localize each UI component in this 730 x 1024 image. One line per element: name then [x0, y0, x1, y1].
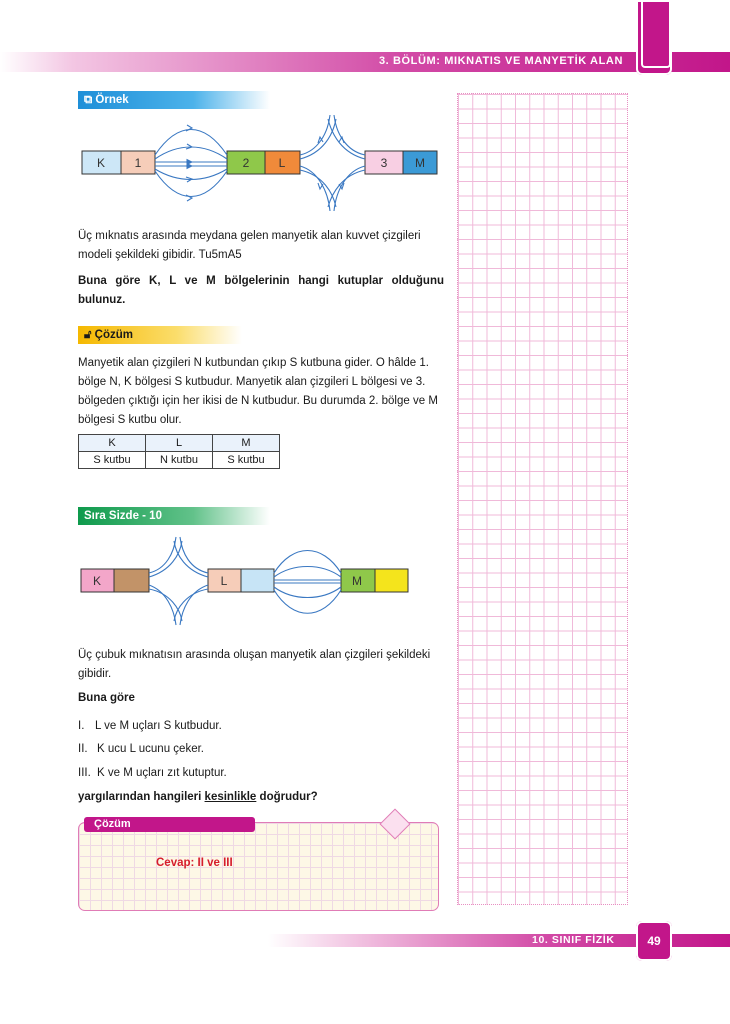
answer-text: Cevap: II ve III [156, 857, 233, 869]
unlock-icon: 🔓︎ [84, 329, 92, 341]
exercise-magnet-figure [78, 535, 413, 627]
table-cell: S kutbu [213, 452, 280, 469]
statement-num: III. [78, 767, 91, 779]
statement-text: K ucu L ucunu çeker. [97, 743, 204, 755]
statement-3 [78, 764, 227, 783]
note-grid [457, 93, 628, 905]
statement-2 [78, 740, 204, 759]
example-question: Buna göre K, L ve M bölgelerinin hangi kutuplar olduğunu bulunuz. [78, 275, 444, 306]
ex-field-lines-k-l [149, 537, 208, 625]
table-row [79, 452, 280, 469]
closing-pre: yargılarından hangileri [78, 791, 205, 803]
solution-banner-label: Çözüm [94, 329, 133, 341]
ex-label-k: K [92, 574, 102, 588]
answer-tab: Çözüm [84, 817, 255, 832]
answer-box [78, 822, 439, 911]
page-number: 49 [636, 921, 672, 961]
exercise-lead: Buna göre [78, 692, 135, 704]
ex-field-lines-l-m [274, 551, 341, 614]
field-lines-1-2 [155, 125, 227, 201]
label-k: K [96, 156, 106, 170]
statement-text: K ve M uçları zıt kutuptur. [97, 767, 227, 779]
table-cell: N kutbu [146, 452, 213, 469]
exercise-banner: Sıra Sizde - 10 [78, 507, 270, 525]
exercise-closing [78, 788, 318, 807]
table-header-cell: L [146, 435, 213, 452]
external-link-icon: ⧉ [84, 94, 93, 106]
chapter-title: 3. BÖLÜM: MIKNATIS VE MANYETİK ALAN [378, 55, 623, 67]
header-tab-frame [641, 0, 671, 68]
statement-num: I. [78, 720, 85, 732]
statement-num: II. [78, 743, 88, 755]
footer-title: 10. SINIF FİZİK [532, 934, 615, 946]
label-m: M [415, 156, 425, 170]
example-magnet-figure [78, 113, 443, 213]
ex-magnet-l-body [241, 569, 274, 592]
table-header-cell: K [79, 435, 146, 452]
label-2: 2 [242, 156, 250, 170]
ex-label-m: M [352, 574, 362, 588]
solution-banner [78, 326, 242, 344]
closing-post: doğrudur? [256, 791, 318, 803]
field-lines-l-3 [300, 115, 365, 211]
solution-text: Manyetik alan çizgileri N kutbundan çıkıp S kutbuna gider. O hâlde 1. bölge N, K bölgesi S kutbudur. Manyetik alan çizgileri L bölgesi ve 3. bölgeden çıktığı için her ikisi de N kutbudur. Bu durumda 2. bölge ve M bölgesi S kutbu olur. [78, 357, 438, 426]
closing-underlined: kesinlikle [204, 791, 257, 803]
example-banner-label: Örnek [95, 94, 129, 106]
example-banner [78, 91, 270, 109]
ex-magnet-m-body [375, 569, 408, 592]
ex-label-l: L [220, 574, 228, 588]
statement-text: L ve M uçları S kutbudur. [95, 720, 222, 732]
pole-result-table [78, 434, 280, 469]
example-description: Üç mıknatıs arasında meydana gelen manyetik alan kuvvet çizgileri modeli şekildeki gibidir. Tu5mA5 [78, 230, 421, 261]
statement-1 [78, 717, 222, 736]
label-l: L [278, 156, 286, 170]
table-header-row [79, 435, 280, 452]
table-cell: S kutbu [79, 452, 146, 469]
label-3: 3 [380, 156, 388, 170]
table-header-cell: M [213, 435, 280, 452]
label-1: 1 [134, 156, 142, 170]
exercise-description: Üç çubuk mıknatısın arasında oluşan manyetik alan çizgileri şekildeki gibidir. [78, 649, 431, 680]
ex-magnet-k-body [114, 569, 149, 592]
